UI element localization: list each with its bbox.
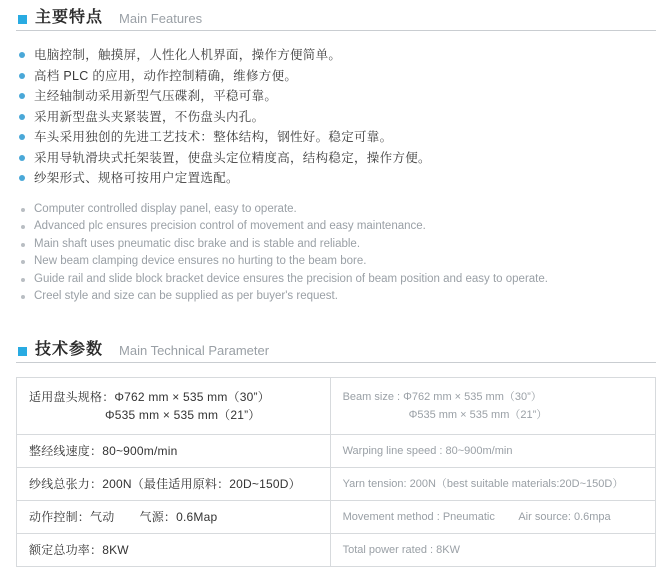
list-item: 车头采用独创的先进工艺技术：整体结构，钢性好。稳定可靠。	[16, 127, 656, 148]
features-title-cn: 主要特点	[35, 9, 104, 26]
beam-size-cn-line1: 适用盘头规格：Φ762 mm × 535 mm（30”）	[29, 389, 270, 404]
table-cell-en	[330, 377, 655, 434]
list-item: Computer controlled display panel, easy to operate.	[16, 201, 656, 219]
movement-method-en: Movement method : Pneumatic	[342, 510, 495, 523]
total-power-cn: 额定总功率：8KW	[29, 542, 129, 557]
table-cell-en	[330, 500, 655, 533]
features-section-heading	[16, 0, 656, 31]
list-item: Guide rail and slide block bracket device ensures the precision of beam position and easy to operate.	[16, 271, 656, 289]
yarn-tension-en: Yarn tension: 200N（best suitable materials:20D~150D）	[342, 477, 624, 490]
table-row	[17, 500, 656, 533]
square-bullet-icon	[18, 347, 27, 356]
list-item: 高档 PLC 的应用，动作控制精确，维修方便。	[16, 66, 656, 87]
list-item: 纱架形式、规格可按用户定置选配。	[16, 168, 656, 189]
square-bullet-icon	[18, 15, 27, 24]
table-cell-en	[330, 434, 655, 467]
list-item: New beam clamping device ensures no hurting to the beam bore.	[16, 253, 656, 271]
warping-speed-en: Warping line speed : 80~900m/min	[342, 444, 513, 457]
table-cell-cn	[17, 434, 331, 467]
beam-size-en-line1: Beam size : Φ762 mm × 535 mm（30”）	[342, 390, 542, 403]
beam-size-cn-line2: Φ535 mm × 535 mm（21”）	[105, 407, 261, 422]
list-item: 采用新型盘头夹紧装置，不伤盘头内孔。	[16, 107, 656, 128]
table-row	[17, 434, 656, 467]
technical-parameters-table	[16, 377, 656, 567]
table-cell-en	[330, 533, 655, 566]
table-row	[17, 377, 656, 434]
movement-method-cn: 动作控制：气动	[29, 509, 115, 524]
features-list-cn	[16, 45, 656, 189]
list-item: 电脑控制，触摸屏，人性化人机界面，操作方便简单。	[16, 45, 656, 66]
parameters-title-en: Main Technical Parameter	[119, 342, 270, 358]
list-item: Main shaft uses pneumatic disc brake and is stable and reliable.	[16, 236, 656, 254]
air-source-cn: 气源：0.6Map	[139, 509, 218, 524]
table-cell-cn	[17, 533, 331, 566]
list-item: 采用导轨滑块式托架装置，使盘头定位精度高，结构稳定，操作方便。	[16, 148, 656, 169]
table-cell-en	[330, 467, 655, 500]
list-item: Advanced plc ensures precision control of movement and easy maintenance.	[16, 218, 656, 236]
list-item: 主经轴制动采用新型气压碟刹，平稳可靠。	[16, 86, 656, 107]
table-cell-cn	[17, 500, 331, 533]
table-cell-cn	[17, 467, 331, 500]
table-row	[17, 467, 656, 500]
air-source-en: Air source: 0.6mpa	[518, 510, 611, 523]
list-item: Creel style and size can be supplied as per buyer's request.	[16, 288, 656, 306]
features-title-en: Main Features	[119, 11, 203, 26]
parameters-section-heading	[16, 332, 656, 363]
total-power-en: Total power rated : 8KW	[342, 543, 460, 556]
section-spacer	[16, 306, 656, 332]
yarn-tension-cn: 纱线总张力：200N（最佳适用原料：20D~150D）	[29, 476, 301, 491]
beam-size-en-line2: Φ535 mm × 535 mm（21”）	[408, 408, 548, 421]
features-list-en	[16, 201, 656, 306]
parameters-title-cn: 技术参数	[35, 340, 104, 358]
warping-speed-cn: 整经线速度：80~900m/min	[29, 443, 178, 458]
table-cell-cn	[17, 377, 331, 434]
table-row	[17, 533, 656, 566]
